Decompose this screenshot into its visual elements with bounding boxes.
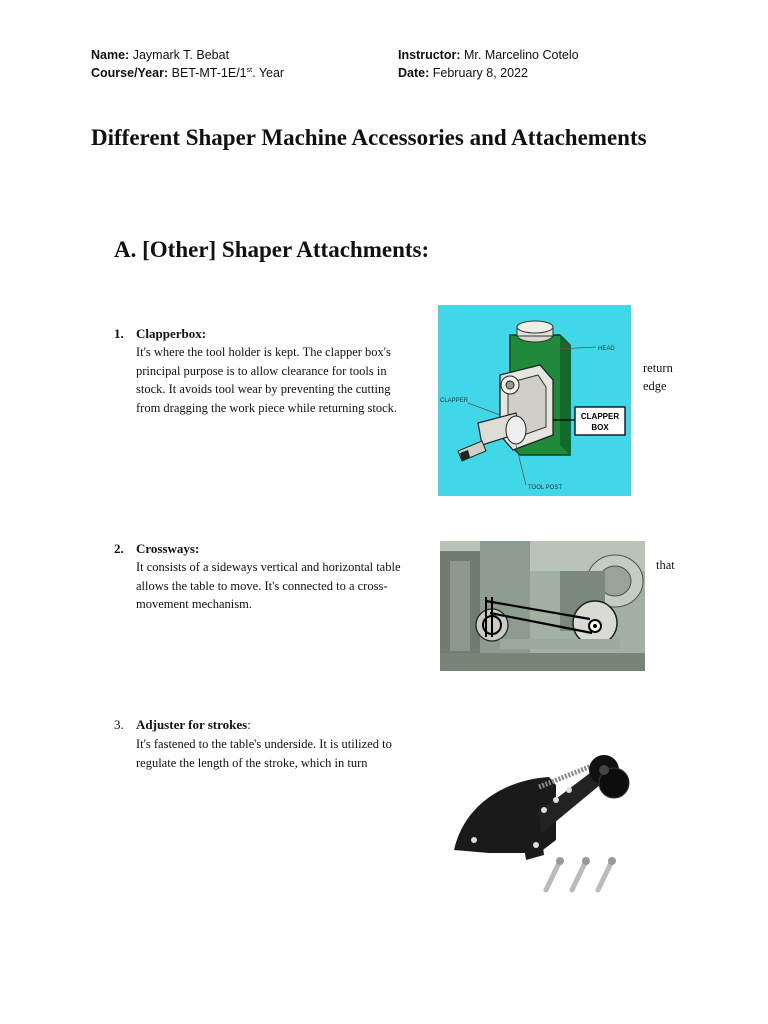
item-2-heading — [114, 541, 199, 557]
item-3-title: Adjuster for strokes — [136, 717, 248, 732]
date-label: Date: — [398, 66, 430, 80]
clapper-box-illustration — [438, 305, 631, 496]
instructor-label: Instructor: — [398, 48, 461, 62]
item-2-body — [136, 558, 436, 614]
course-label: Course/Year: — [91, 66, 169, 80]
name-value: Jaymark T. Bebat — [132, 48, 230, 62]
item-1-line: It's where the tool holder is kept. The clapper box's — [136, 345, 391, 359]
label-box-line2: BOX — [591, 423, 609, 432]
document-title: Different Shaper Machine Accessories and Attachements — [91, 125, 647, 150]
item-2-line: It consists of a sideways vertical and horizontal table — [136, 560, 401, 574]
item-1-line: principal purpose is to allow clearance for tools in — [136, 363, 387, 378]
item-2-line: allows the table to move. It's connected to a cross- — [136, 578, 388, 593]
date-value: February 8, 2022 — [432, 66, 528, 80]
label-tool-post: TOOL POST — [528, 485, 563, 491]
item-1-heading — [114, 326, 206, 342]
course-line — [91, 66, 284, 80]
instructor-line — [398, 48, 579, 62]
item-3-number: 3. — [114, 717, 124, 732]
name-label: Name: — [91, 48, 130, 62]
name-line — [91, 48, 229, 62]
item-2-trailing-word: that — [656, 558, 675, 572]
item-1-trailing-word: return — [643, 361, 673, 375]
item-3-title-suffix: : — [247, 717, 251, 732]
item-1-line: from dragging the work piece while returning stock. — [136, 400, 398, 415]
course-suffix: . Year — [252, 66, 285, 80]
item-1-trailing-word: edge — [643, 379, 667, 393]
label-box-line1: CLAPPER — [580, 412, 620, 421]
label-clapper: CLAPPER — [440, 398, 469, 404]
item-3-heading — [114, 717, 251, 733]
section-heading: A. [Other] Shaper Attachments: — [114, 237, 430, 262]
stroke-adjuster-photo — [444, 745, 639, 905]
item-2-line: movement mechanism. — [136, 597, 252, 611]
item-2-title: Crossways: — [136, 541, 200, 556]
clapper-box-diagram — [438, 305, 631, 496]
instructor-value: Mr. Marcelino Cotelo — [463, 48, 579, 62]
item-3-line: regulate the length of the stroke, which in turn — [136, 755, 368, 770]
item-1-line: stock. It avoids tool wear by preventing the cutting — [136, 382, 391, 396]
item-1-title: Clapperbox: — [136, 326, 207, 341]
stroke-adjuster-illustration — [444, 745, 639, 905]
item-2-number: 2. — [114, 541, 124, 556]
crossways-illustration — [440, 541, 645, 671]
item-3-body — [136, 735, 436, 772]
item-1-number: 1. — [114, 326, 124, 341]
item-1-body — [136, 343, 428, 417]
course-sup: st — [246, 66, 253, 74]
item-3-line: It's fastened to the table's underside. It is utilized to — [136, 737, 392, 751]
date-line — [398, 66, 528, 80]
course-value: BET-MT-1E/1 — [171, 66, 247, 80]
crossways-photo — [440, 541, 645, 671]
label-head: HEAD — [598, 346, 615, 352]
